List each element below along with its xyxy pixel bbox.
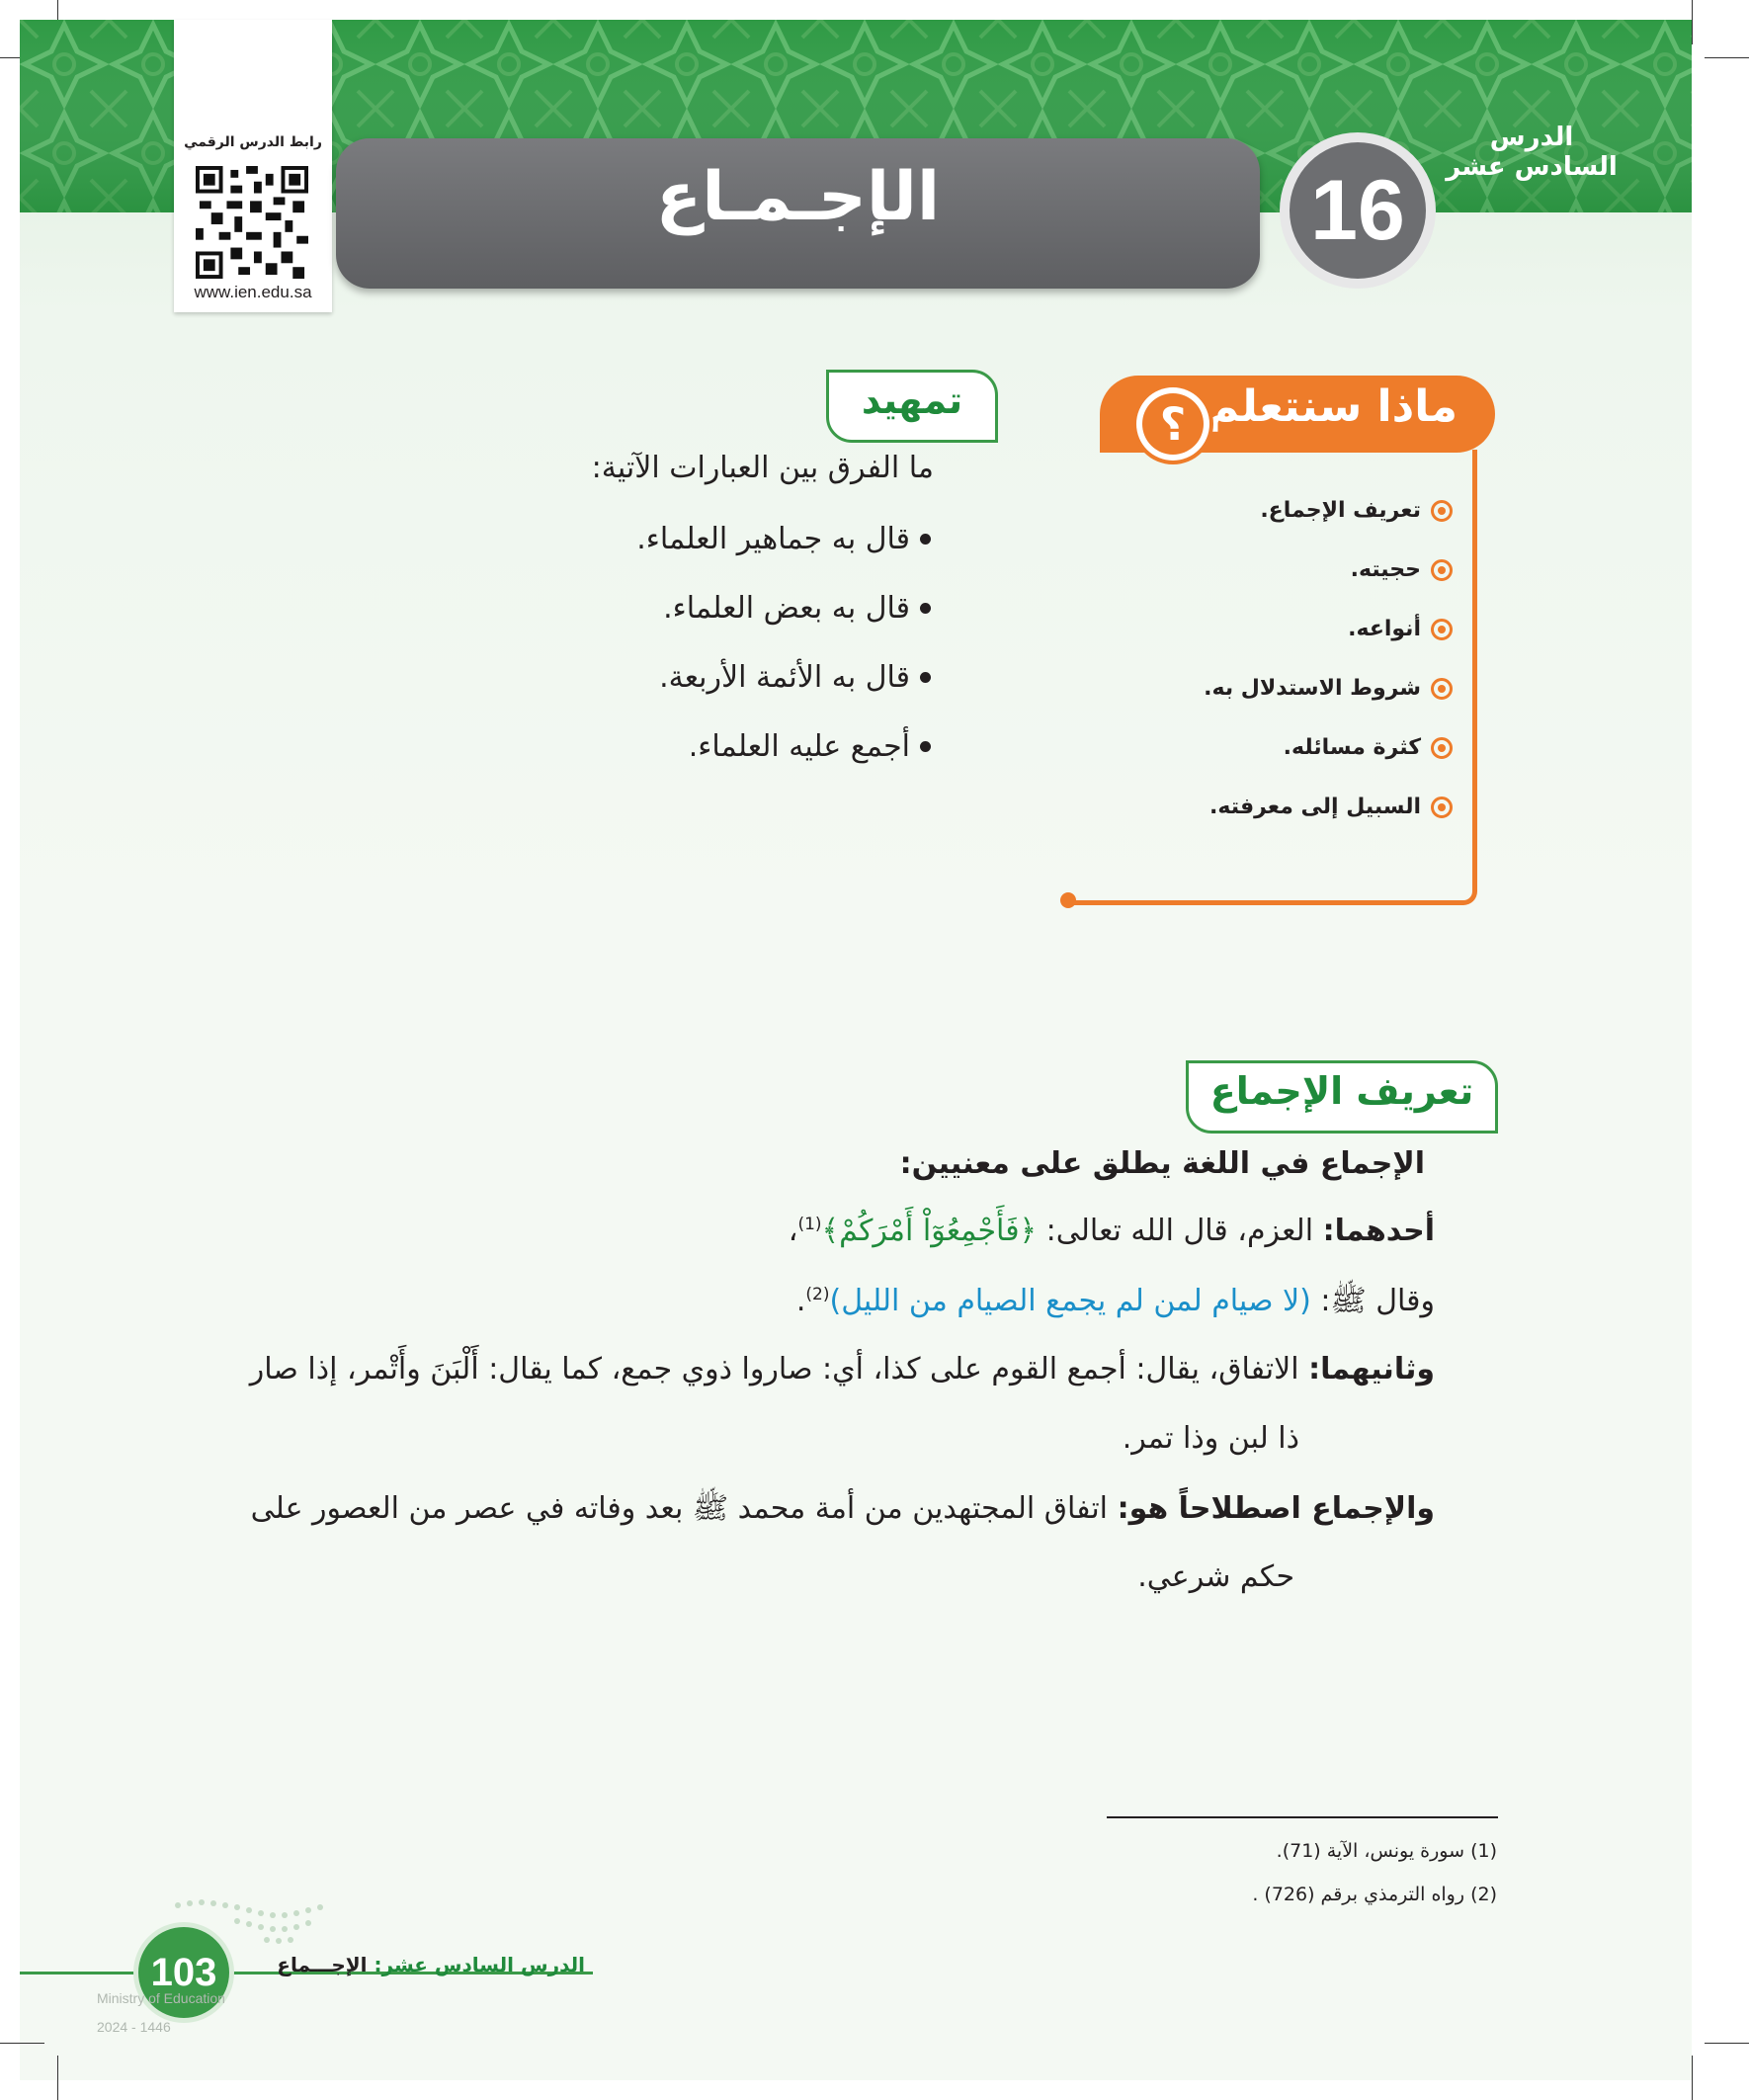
edition-year: 2024 - 1446 [97, 2019, 171, 2035]
second-meaning: وثانيهما: الاتفاق، يقال: أجمع القوم على كذا، أي: صاروا ذوي جمع، كما يقال: أَلْبَنَ وأَتْمر، إذا صار [249, 1352, 1435, 1386]
lang-heading: الإجماع في اللغة يطلق على معنيين: [899, 1146, 1425, 1181]
lesson-title: الإجـمـاع [655, 158, 941, 236]
intro-item: قال به جماهير العلماء. [636, 522, 931, 556]
lesson-label [1443, 123, 1621, 182]
intro-item: قال به الأئمة الأربعة. [659, 660, 931, 695]
lesson-number-badge [1280, 132, 1436, 289]
qr-url[interactable]: www.ien.edu.sa [194, 283, 312, 301]
footnote-divider [1107, 1816, 1498, 1818]
what-we-learn-title: ماذا سنتعلم [1207, 381, 1458, 432]
learn-item: السبيل إلى معرفته. [1209, 795, 1453, 819]
intro-title: تمهيد [861, 378, 963, 422]
bullet-icon [1431, 500, 1453, 522]
intro-question: ما الفرق بين العبارات الآتية: [591, 451, 934, 485]
qr-card[interactable] [174, 20, 332, 312]
footnote: (2) رواه الترمذي برقم (726) . [1252, 1884, 1497, 1905]
question-mark-icon [1136, 387, 1209, 461]
intro-item: أجمع عليه العلماء. [689, 729, 931, 764]
hadith-text: (لا صيام لمن لم يجمع الصيام من الليل) [829, 1284, 1311, 1318]
bullet-icon [1431, 619, 1453, 640]
footnote: (1) سورة يونس، الآية (71). [1276, 1840, 1497, 1862]
second-meaning-cont: ذا لبن وذا تمر. [1122, 1421, 1299, 1456]
bullet-dot-icon [920, 741, 931, 752]
bullet-dot-icon [920, 672, 931, 683]
bullet-icon [1431, 797, 1453, 818]
learn-item: أنواعه. [1348, 617, 1453, 641]
learn-item: كثرة مسائله. [1284, 735, 1453, 760]
hadith-line: وقال ﷺ: (لا صيام لمن لم يجمع الصيام من الليل)$^{(2)}$. [795, 1284, 1435, 1318]
bullet-dot-icon [920, 603, 931, 614]
bullet-dot-icon [920, 534, 931, 545]
technical-definition-cont: حكم شرعي. [1137, 1559, 1294, 1594]
intro-heading-box [826, 370, 998, 443]
crop-mark [1705, 2043, 1749, 2044]
definition-title: تعريف الإجماع [1209, 1069, 1474, 1113]
bullet-icon [1431, 737, 1453, 759]
qr-code-icon[interactable] [196, 166, 308, 279]
footer-lesson-ref: الدرس السادس عشر: الإجـــماع [277, 1953, 585, 1976]
crop-mark [1705, 57, 1749, 58]
bullet-icon [1431, 678, 1453, 700]
crop-mark [1692, 2056, 1693, 2100]
intro-item: قال به بعض العلماء. [663, 591, 931, 626]
definition-heading-box [1186, 1060, 1498, 1134]
page-number: 103 [138, 1927, 229, 2018]
question-mark-glyph: ؟ [1142, 393, 1204, 455]
lesson-title-banner [336, 138, 1260, 289]
crop-mark [1692, 0, 1693, 44]
crop-mark [0, 2043, 44, 2044]
learn-item: تعريف الإجماع. [1260, 498, 1453, 523]
lesson-label-line2: السادس عشر [1446, 152, 1618, 182]
page-background [20, 20, 1692, 2080]
ministry-label: Ministry of Education [97, 1990, 225, 2006]
first-meaning: أحدهما: العزم، قال الله تعالى: ﴿فَأَجْمِعُوٓاْ أَمْرَكُمْ﴾$^{(1)}$، [788, 1214, 1435, 1248]
qr-caption: رابط الدرس الرقمي [184, 134, 322, 150]
crop-mark [57, 2056, 58, 2100]
learn-item: حجيته. [1351, 557, 1453, 582]
learn-list-dot [1060, 892, 1076, 908]
learn-item: شروط الاستدلال به. [1204, 676, 1453, 701]
lesson-label-line1: الدرس [1489, 123, 1574, 152]
bullet-icon [1431, 559, 1453, 581]
quran-verse: ﴿فَأَجْمِعُوٓاْ أَمْرَكُمْ﴾ [821, 1214, 1038, 1248]
technical-definition: والإجماع اصطلاحاً هو: اتفاق المجتهدين من أمة محمد ﷺ بعد وفاته في عصر من العصور على [250, 1491, 1435, 1526]
lesson-number: 16 [1290, 142, 1426, 279]
